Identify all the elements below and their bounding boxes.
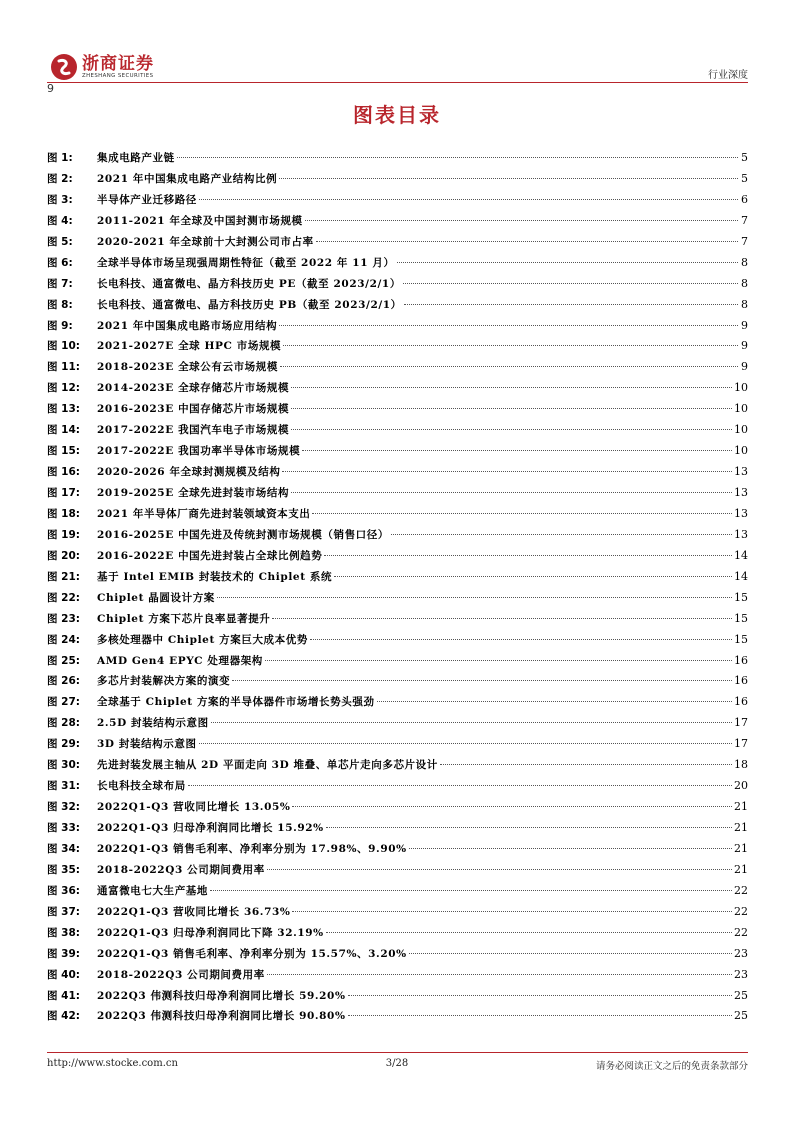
toc-leader-dots (292, 911, 732, 912)
toc-entry-title[interactable]: Chiplet 方案下芯片良率显著提升 (97, 612, 271, 625)
toc-entry-label: 图 34: (47, 842, 80, 855)
toc-leader-dots (272, 618, 732, 619)
toc-entry-page[interactable]: 7 (741, 234, 748, 248)
toc-entry[interactable] (47, 276, 748, 297)
toc-entry-label: 图 35: (47, 863, 80, 876)
footer-page-number: 3/28 (385, 1058, 409, 1069)
toc-entry-label: 图 7: (47, 277, 73, 290)
toc-entry-title[interactable]: Chiplet 晶圆设计方案 (97, 591, 215, 604)
toc-entry[interactable] (47, 925, 748, 946)
toc-entry-title[interactable]: 2016-2025E 中国先进及传统封测市场规模（销售口径） (97, 528, 389, 541)
toc-leader-dots (232, 680, 732, 681)
toc-entry-page[interactable]: 22 (734, 925, 748, 939)
toc-entry-page[interactable]: 23 (734, 946, 748, 960)
company-logo (50, 53, 154, 81)
toc-entry[interactable] (47, 401, 748, 422)
toc-leader-dots (440, 764, 732, 765)
toc-entry-page[interactable]: 25 (734, 988, 748, 1002)
toc-entry-label: 图 33: (47, 822, 80, 834)
toc-entry[interactable] (47, 653, 748, 674)
toc-entry-page[interactable]: 13 (734, 486, 748, 499)
toc-entry-label: 图 18: (47, 507, 80, 520)
toc-entry-page[interactable]: 8 (741, 276, 748, 290)
toc-entry-label: 图 8: (47, 298, 73, 311)
toc-entry-title[interactable]: 2021-2027E 全球 HPC 市场规模 (97, 340, 282, 353)
toc-entry-title[interactable]: 长电科技、通富微电、晶方科技历史 PB（截至 2023/2/1） (97, 298, 402, 311)
toc-leader-dots (210, 890, 732, 891)
toc-entry[interactable] (47, 632, 748, 653)
toc-entry-page[interactable]: 13 (734, 506, 748, 520)
toc-entry-label: 图 3: (47, 193, 73, 206)
toc-entry-label: 图 19: (47, 528, 80, 541)
toc-entry-page[interactable]: 17 (734, 716, 748, 730)
toc-entry-label: 图 21: (47, 570, 80, 583)
toc-entry-label: 图 28: (47, 717, 80, 730)
toc-entry[interactable] (47, 715, 748, 736)
toc-entry-label: 图 27: (47, 696, 80, 709)
toc-entry[interactable] (47, 736, 748, 757)
toc-entry-title[interactable]: 2022Q1-Q3 销售毛利率、净利率分别为 15.57%、3.20% (97, 947, 407, 960)
page-title: 图表目录 (353, 103, 441, 127)
toc-entry[interactable] (47, 171, 748, 192)
toc-entry-page[interactable]: 6 (741, 192, 748, 206)
toc-entry[interactable] (47, 673, 748, 694)
toc-entry-title[interactable]: 长电科技、通富微电、晶方科技历史 PE（截至 2023/2/1） (97, 277, 401, 290)
toc-entry-label: 图 6: (47, 256, 73, 269)
toc-entry-title[interactable]: 多芯片封装解决方案的演变 (97, 675, 231, 688)
toc-entry[interactable] (47, 611, 748, 632)
toc-entry-page[interactable]: 14 (734, 548, 748, 562)
header-divider (47, 82, 748, 83)
toc-entry-title[interactable]: 2.5D 封装结构示意图 (97, 717, 209, 730)
toc-entry-title[interactable]: AMD Gen4 EPYC 处理器架构 (97, 654, 263, 667)
toc-entry-title[interactable]: 长电科技全球布局 (97, 780, 186, 793)
toc-entry-title[interactable]: 2020-2021 年全球前十大封测公司市占率 (97, 235, 314, 248)
toc-entry-page[interactable]: 8 (741, 297, 748, 311)
toc-entry-label: 图 15: (47, 445, 80, 458)
toc-leader-dots (283, 345, 738, 346)
toc-entry-title[interactable]: 2016-2022E 中国先进封装占全球比例趋势 (97, 549, 323, 562)
toc-entry-title[interactable]: 2022Q1-Q3 归母净利润同比增长 15.92% (97, 822, 324, 834)
toc-leader-dots (348, 995, 732, 996)
toc-entry-page[interactable]: 22 (734, 904, 748, 918)
footer-url[interactable]: http://www.stocke.com.cn (47, 1058, 178, 1069)
toc-entry-page[interactable]: 13 (734, 465, 748, 479)
toc-leader-dots (279, 178, 738, 179)
toc-entry-page[interactable]: 16 (734, 653, 748, 667)
toc-leader-dots (409, 953, 732, 954)
toc-entry-title[interactable]: 2020-2026 年全球封测规模及结构 (97, 466, 281, 479)
toc-entry-page[interactable]: 10 (734, 423, 748, 437)
toc-entry-label: 图 4: (47, 214, 73, 227)
toc-entry[interactable] (47, 380, 748, 401)
toc-leader-dots (326, 932, 732, 933)
toc-entry-label: 图 38: (47, 926, 80, 939)
toc-entry-page[interactable]: 5 (741, 171, 748, 185)
toc-entry[interactable] (47, 694, 748, 715)
logo-english-name: ZHESHANG SECURITIES (82, 72, 154, 79)
toc-entry-title[interactable]: 2017-2022E 我国汽车电子市场规模 (97, 424, 290, 437)
toc-entry-title[interactable]: 2021 年半导体厂商先进封装领域资本支出 (97, 507, 311, 520)
toc-leader-dots (291, 387, 732, 388)
toc-entry-label: 图 11: (47, 361, 80, 374)
toc-entry-title[interactable]: 2018-2023E 全球公有云市场规模 (97, 361, 278, 374)
toc-leader-dots (199, 199, 738, 200)
toc-entry-label: 图 42: (47, 1010, 80, 1023)
toc-entry[interactable] (47, 904, 748, 925)
toc-entry[interactable] (47, 422, 748, 443)
toc-entry[interactable] (47, 988, 748, 1009)
toc-leader-dots (348, 1015, 732, 1016)
toc-entry-title[interactable]: 2018-2022Q3 公司期间费用率 (97, 863, 265, 876)
toc-entry[interactable] (47, 234, 748, 255)
toc-entry-page[interactable]: 9 (741, 318, 748, 332)
footer-divider (47, 1052, 748, 1053)
toc-entry[interactable] (47, 150, 748, 171)
toc-entry-label: 图 12: (47, 382, 80, 395)
toc-entry-page[interactable]: 23 (734, 967, 748, 981)
figure-table-of-contents (47, 150, 748, 1029)
toc-entry-label: 图 39: (47, 947, 80, 960)
toc-entry[interactable] (47, 862, 748, 883)
toc-entry-label: 图 22: (47, 591, 80, 604)
toc-entry-title[interactable]: 全球基于 Chiplet 方案的半导体器件市场增长势头强劲 (97, 696, 375, 709)
toc-leader-dots (310, 639, 732, 640)
toc-entry-page[interactable]: 22 (734, 883, 748, 897)
toc-entry[interactable] (47, 569, 748, 590)
toc-entry-page[interactable]: 18 (734, 758, 748, 772)
toc-entry-page[interactable]: 13 (734, 527, 748, 541)
toc-entry-page[interactable]: 7 (741, 213, 748, 227)
toc-entry[interactable] (47, 297, 748, 318)
toc-leader-dots (377, 701, 732, 702)
toc-leader-dots (316, 241, 738, 242)
toc-entry-title[interactable]: 全球半导体市场呈现强周期性特征（截至 2022 年 11 月） (97, 256, 395, 269)
toc-leader-dots (267, 974, 732, 975)
toc-leader-dots (334, 576, 732, 577)
toc-entry[interactable] (47, 359, 748, 380)
toc-entry-title[interactable]: 2019-2025E 全球先进封装市场结构 (97, 487, 290, 499)
toc-entry-page[interactable]: 8 (741, 255, 748, 269)
toc-entry-title[interactable]: 基于 Intel EMIB 封装技术的 Chiplet 系统 (97, 570, 333, 583)
toc-entry[interactable] (47, 443, 748, 464)
footer-disclaimer: 请务必阅读正文之后的免责条款部分 (595, 1061, 748, 1072)
toc-entry-title[interactable]: 2016-2023E 中国存储芯片市场规模 (97, 403, 290, 416)
toc-entry-page[interactable]: 9 (741, 339, 748, 353)
toc-leader-dots (267, 869, 732, 870)
toc-leader-dots (326, 827, 732, 828)
toc-entry-label: 图 1: (47, 152, 73, 164)
toc-entry-page[interactable]: 15 (734, 611, 748, 625)
toc-entry-page[interactable]: 21 (734, 862, 748, 876)
toc-entry[interactable] (47, 799, 748, 820)
toc-entry-label: 图 25: (47, 654, 80, 667)
toc-entry-label: 图 5: (47, 235, 73, 248)
toc-leader-dots (291, 429, 732, 430)
toc-leader-dots (279, 325, 738, 326)
toc-entry-page[interactable]: 25 (734, 1009, 748, 1023)
toc-entry-title[interactable]: 2018-2022Q3 公司期间费用率 (97, 968, 265, 981)
toc-entry-label: 图 2: (47, 172, 73, 185)
toc-entry-title[interactable]: 2022Q3 伟测科技归母净利润同比增长 90.80% (97, 1010, 346, 1023)
toc-entry-page[interactable]: 16 (734, 674, 748, 688)
toc-entry[interactable] (47, 1008, 748, 1029)
toc-entry[interactable] (47, 506, 748, 527)
logo-chinese-name: 浙商证券 (82, 53, 154, 74)
toc-entry[interactable] (47, 213, 748, 234)
toc-entry-title[interactable]: 2022Q1-Q3 营收同比增长 13.05% (97, 801, 291, 814)
toc-entry-page[interactable]: 17 (734, 737, 748, 751)
toc-entry[interactable] (47, 883, 748, 904)
toc-entry-label: 图 32: (47, 801, 80, 814)
toc-entry-title[interactable]: 多核处理器中 Chiplet 方案巨大成本优势 (97, 633, 308, 646)
toc-entry-title[interactable]: 2011-2021 年全球及中国封测市场规模 (97, 214, 303, 227)
toc-entry-page[interactable]: 5 (741, 151, 748, 164)
toc-entry-title[interactable]: 通富微电七大生产基地 (97, 884, 208, 897)
toc-entry[interactable] (47, 841, 748, 862)
toc-entry-label: 图 29: (47, 738, 80, 751)
toc-entry[interactable] (47, 527, 748, 548)
toc-entry-label: 图 26: (47, 675, 80, 688)
toc-entry-title[interactable]: 2017-2022E 我国功率半导体市场规模 (97, 445, 301, 458)
report-type: 行业深度 (708, 70, 748, 81)
toc-leader-dots (265, 660, 732, 661)
toc-entry-title[interactable]: 3D 封装结构示意图 (97, 738, 197, 751)
toc-entry-label: 图 23: (47, 612, 80, 625)
toc-entry-page[interactable]: 21 (734, 841, 748, 855)
toc-entry[interactable] (47, 967, 748, 988)
toc-leader-dots (280, 366, 738, 367)
toc-entry-page[interactable]: 14 (734, 569, 748, 583)
toc-entry-label: 图 24: (47, 633, 80, 646)
toc-leader-dots (177, 157, 738, 158)
toc-entry-label: 图 37: (47, 905, 80, 918)
toc-entry-title[interactable]: 集成电路产业链 (97, 152, 175, 164)
toc-entry-label: 图 36: (47, 884, 80, 897)
toc-leader-dots (211, 722, 732, 723)
toc-leader-dots (391, 534, 732, 535)
toc-entry-page[interactable]: 9 (741, 360, 748, 374)
toc-leader-dots (397, 262, 738, 263)
page-mark: 9 (47, 82, 54, 95)
toc-entry[interactable] (47, 318, 748, 339)
toc-entry[interactable] (47, 338, 748, 359)
toc-entry-title[interactable]: 2022Q3 伟测科技归母净利润同比增长 59.20% (97, 989, 346, 1002)
toc-entry[interactable] (47, 757, 748, 778)
toc-entry-label: 图 16: (47, 466, 80, 479)
toc-entry[interactable] (47, 464, 748, 485)
toc-entry-title[interactable]: 2022Q1-Q3 营收同比增长 36.73% (97, 905, 291, 918)
toc-entry-page[interactable]: 20 (734, 779, 748, 793)
toc-entry-label: 图 31: (47, 780, 80, 793)
toc-entry-page[interactable]: 10 (734, 402, 748, 416)
toc-entry-label: 图 17: (47, 487, 80, 499)
toc-entry-label: 图 14: (47, 424, 80, 437)
toc-entry-page[interactable]: 21 (734, 821, 748, 834)
toc-entry[interactable] (47, 946, 748, 967)
toc-entry-label: 图 20: (47, 549, 80, 562)
toc-entry-title[interactable]: 2014-2023E 全球存储芯片市场规模 (97, 382, 290, 395)
toc-entry[interactable] (47, 548, 748, 569)
toc-leader-dots (292, 806, 732, 807)
toc-entry-label: 图 9: (47, 319, 73, 332)
toc-entry-label: 图 30: (47, 759, 80, 772)
toc-entry-label: 图 40: (47, 968, 80, 981)
toc-leader-dots (324, 555, 732, 556)
toc-entry-page[interactable]: 10 (734, 444, 748, 458)
toc-entry-title[interactable]: 2022Q1-Q3 归母净利润同比下降 32.19% (97, 926, 324, 939)
toc-entry-title[interactable]: 半导体产业迁移路径 (97, 193, 197, 206)
logo-icon (50, 53, 78, 81)
toc-entry[interactable] (47, 192, 748, 213)
toc-leader-dots (403, 283, 738, 284)
toc-entry[interactable] (47, 485, 748, 506)
toc-entry[interactable] (47, 255, 748, 276)
toc-leader-dots (305, 220, 738, 221)
toc-entry[interactable] (47, 778, 748, 799)
toc-leader-dots (302, 450, 732, 451)
toc-leader-dots (291, 492, 732, 493)
toc-entry-label: 图 41: (47, 989, 80, 1002)
toc-entry-page[interactable]: 10 (734, 381, 748, 395)
toc-entry[interactable] (47, 820, 748, 841)
toc-leader-dots (199, 743, 732, 744)
toc-leader-dots (188, 785, 732, 786)
toc-entry-title[interactable]: 2021 年中国集成电路产业结构比例 (97, 172, 278, 185)
toc-entry-label: 图 13: (47, 403, 80, 416)
toc-leader-dots (282, 471, 732, 472)
toc-entry-page[interactable]: 15 (734, 590, 748, 604)
toc-leader-dots (404, 304, 738, 305)
toc-entry-page[interactable]: 15 (734, 632, 748, 646)
toc-entry-title[interactable]: 2022Q1-Q3 销售毛利率、净利率分别为 17.98%、9.90% (97, 842, 407, 855)
toc-leader-dots (312, 513, 732, 514)
toc-leader-dots (409, 848, 732, 849)
toc-entry-label: 图 10: (47, 340, 80, 353)
toc-leader-dots (217, 597, 732, 598)
toc-entry-page[interactable]: 16 (734, 695, 748, 709)
toc-entry-page[interactable]: 21 (734, 800, 748, 814)
toc-leader-dots (291, 408, 732, 409)
toc-entry[interactable] (47, 590, 748, 611)
toc-entry-title[interactable]: 先进封装发展主轴从 2D 平面走向 3D 堆叠、单芯片走向多芯片设计 (97, 759, 438, 772)
toc-entry-title[interactable]: 2021 年中国集成电路市场应用结构 (97, 319, 278, 332)
